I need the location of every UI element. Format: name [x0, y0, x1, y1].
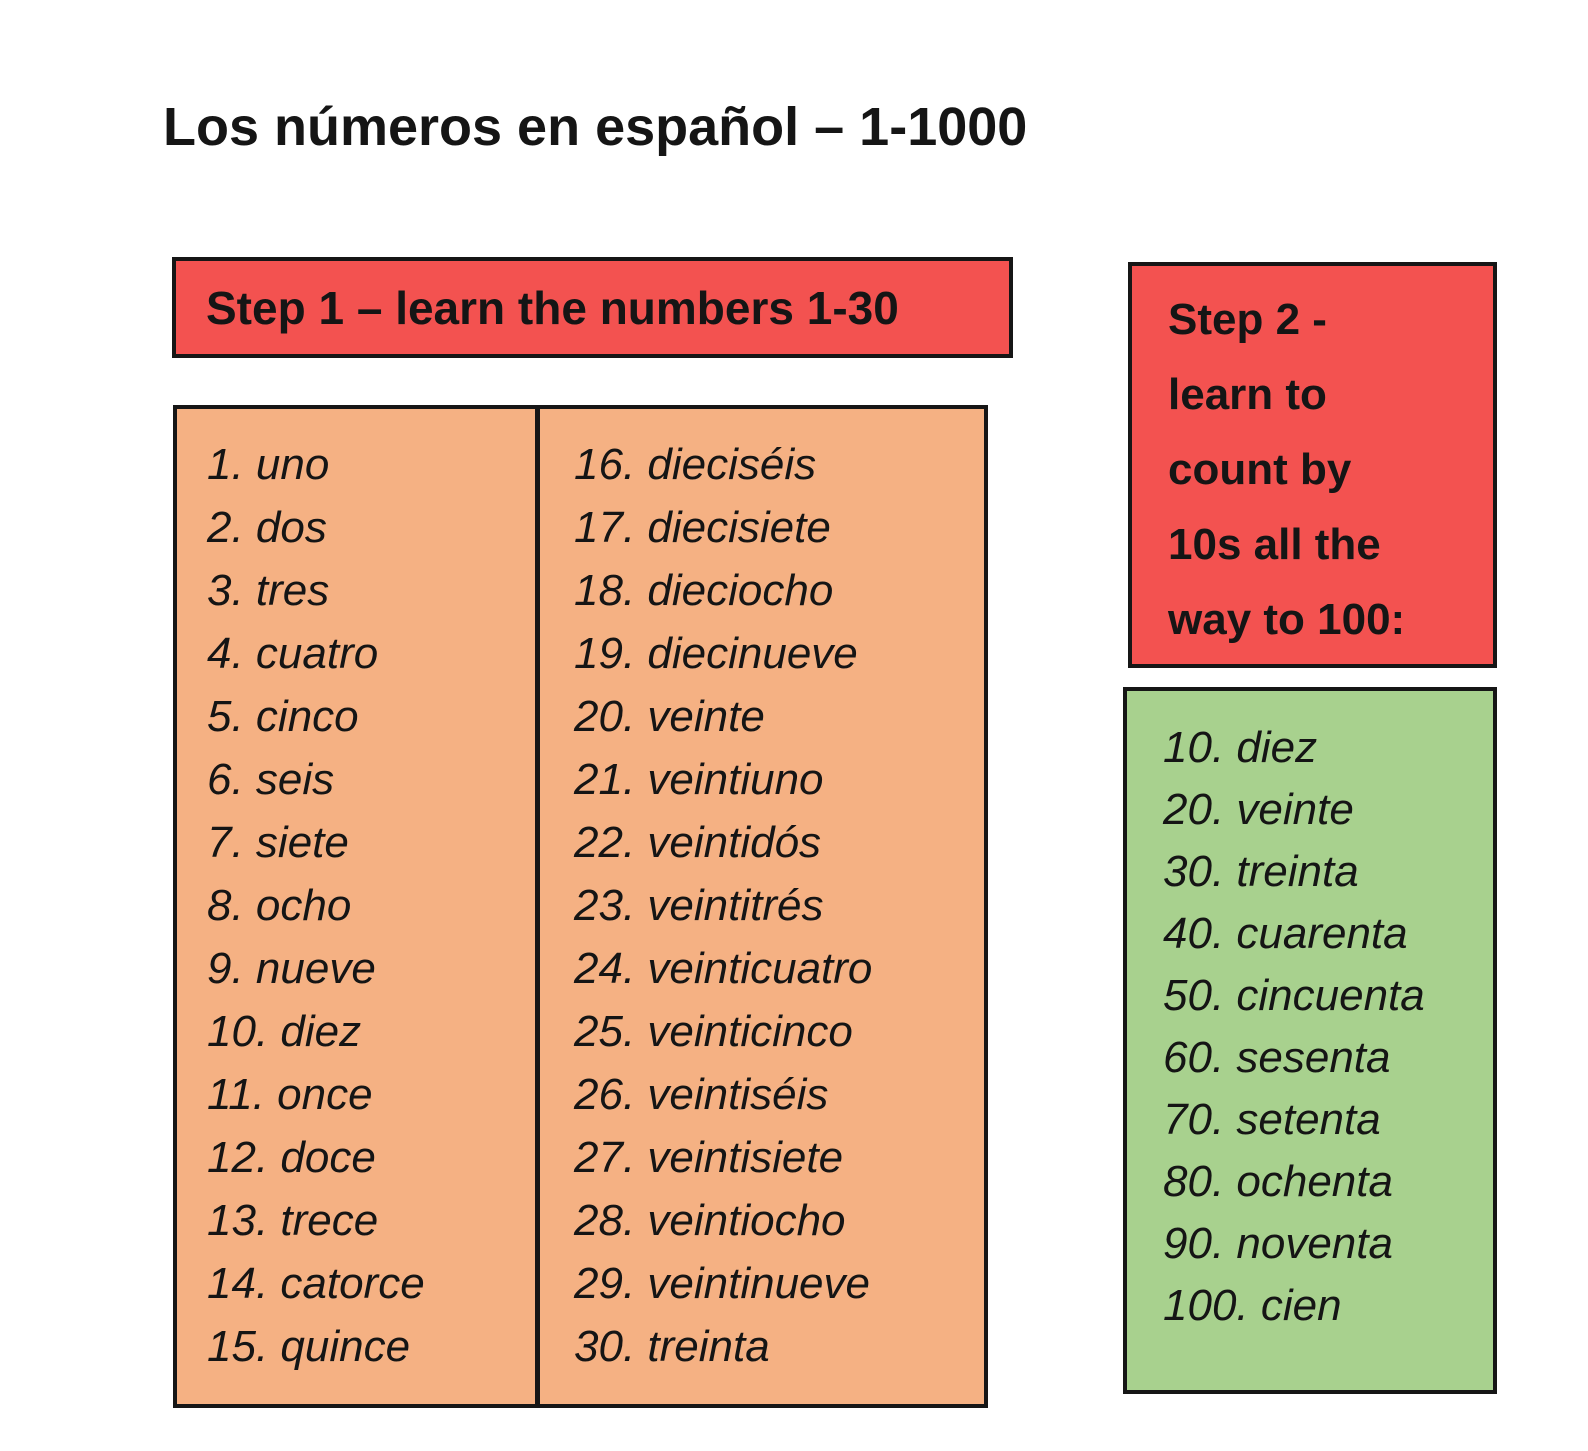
number-item: 6. seis: [207, 755, 335, 804]
number-item: 8. ocho: [207, 881, 352, 930]
number-item: 20. veinte: [1163, 785, 1354, 834]
tens-column-10-100: [1123, 687, 1497, 1394]
number-item: 9. nueve: [207, 944, 376, 993]
number-item: 80. ochenta: [1163, 1157, 1393, 1206]
number-item: 17. diecisiete: [574, 503, 831, 552]
number-item: 24. veinticuatro: [574, 944, 873, 993]
number-item: 30. treinta: [1163, 847, 1359, 896]
numbers-column-16-30: [536, 405, 988, 1408]
number-item: 40. cuarenta: [1163, 909, 1408, 958]
number-item: 29. veintinueve: [574, 1259, 870, 1308]
number-item: 60. sesenta: [1163, 1033, 1391, 1082]
number-item: 28. veintiocho: [574, 1196, 846, 1245]
number-item: 20. veinte: [574, 692, 765, 741]
number-item: 27. veintisiete: [574, 1133, 844, 1182]
step2-header-line: Step 2 -: [1168, 295, 1327, 344]
number-item: 1. uno: [207, 440, 330, 489]
number-item: 5. cinco: [207, 692, 359, 741]
number-item: 13. trece: [207, 1196, 379, 1245]
number-item: 14. catorce: [207, 1259, 425, 1308]
number-item: 21. veintiuno: [574, 755, 824, 804]
number-item: 100. cien: [1163, 1281, 1342, 1330]
number-item: 3. tres: [207, 566, 330, 615]
number-item: 25. veinticinco: [574, 1007, 853, 1056]
number-item: 16. dieciséis: [574, 440, 817, 489]
number-item: 10. diez: [1163, 723, 1318, 772]
step2-header-line: 10s all the: [1168, 520, 1381, 569]
step1-header-box: [172, 257, 1013, 358]
number-item: 10. diez: [207, 1007, 362, 1056]
step2-header-box: [1128, 262, 1497, 668]
number-item: 4. cuatro: [207, 629, 379, 678]
page-title: Los números en español – 1-1000: [163, 97, 1028, 157]
number-item: 18. dieciocho: [574, 566, 834, 615]
step2-header-line: learn to: [1168, 370, 1327, 419]
numbers-column-1-15: [173, 405, 539, 1408]
number-item: 19. diecinueve: [574, 629, 858, 678]
number-item: 12. doce: [207, 1133, 376, 1182]
number-item: 23. veintitrés: [574, 881, 824, 930]
step1-header-label: Step 1 – learn the numbers 1-30: [206, 281, 899, 334]
number-item: 22. veintidós: [574, 818, 822, 867]
number-item: 2. dos: [207, 503, 327, 552]
number-item: 11. once: [207, 1070, 373, 1119]
number-item: 30. treinta: [574, 1322, 770, 1371]
step2-header-line: count by: [1168, 445, 1352, 494]
step2-header-line: way to 100:: [1168, 595, 1406, 644]
number-item: 7. siete: [207, 818, 349, 867]
number-item: 90. noventa: [1163, 1219, 1393, 1268]
number-item: 50. cincuenta: [1163, 971, 1425, 1020]
number-item: 26. veintiséis: [574, 1070, 829, 1119]
number-item: 15. quince: [207, 1322, 411, 1371]
number-item: 70. setenta: [1163, 1095, 1381, 1144]
